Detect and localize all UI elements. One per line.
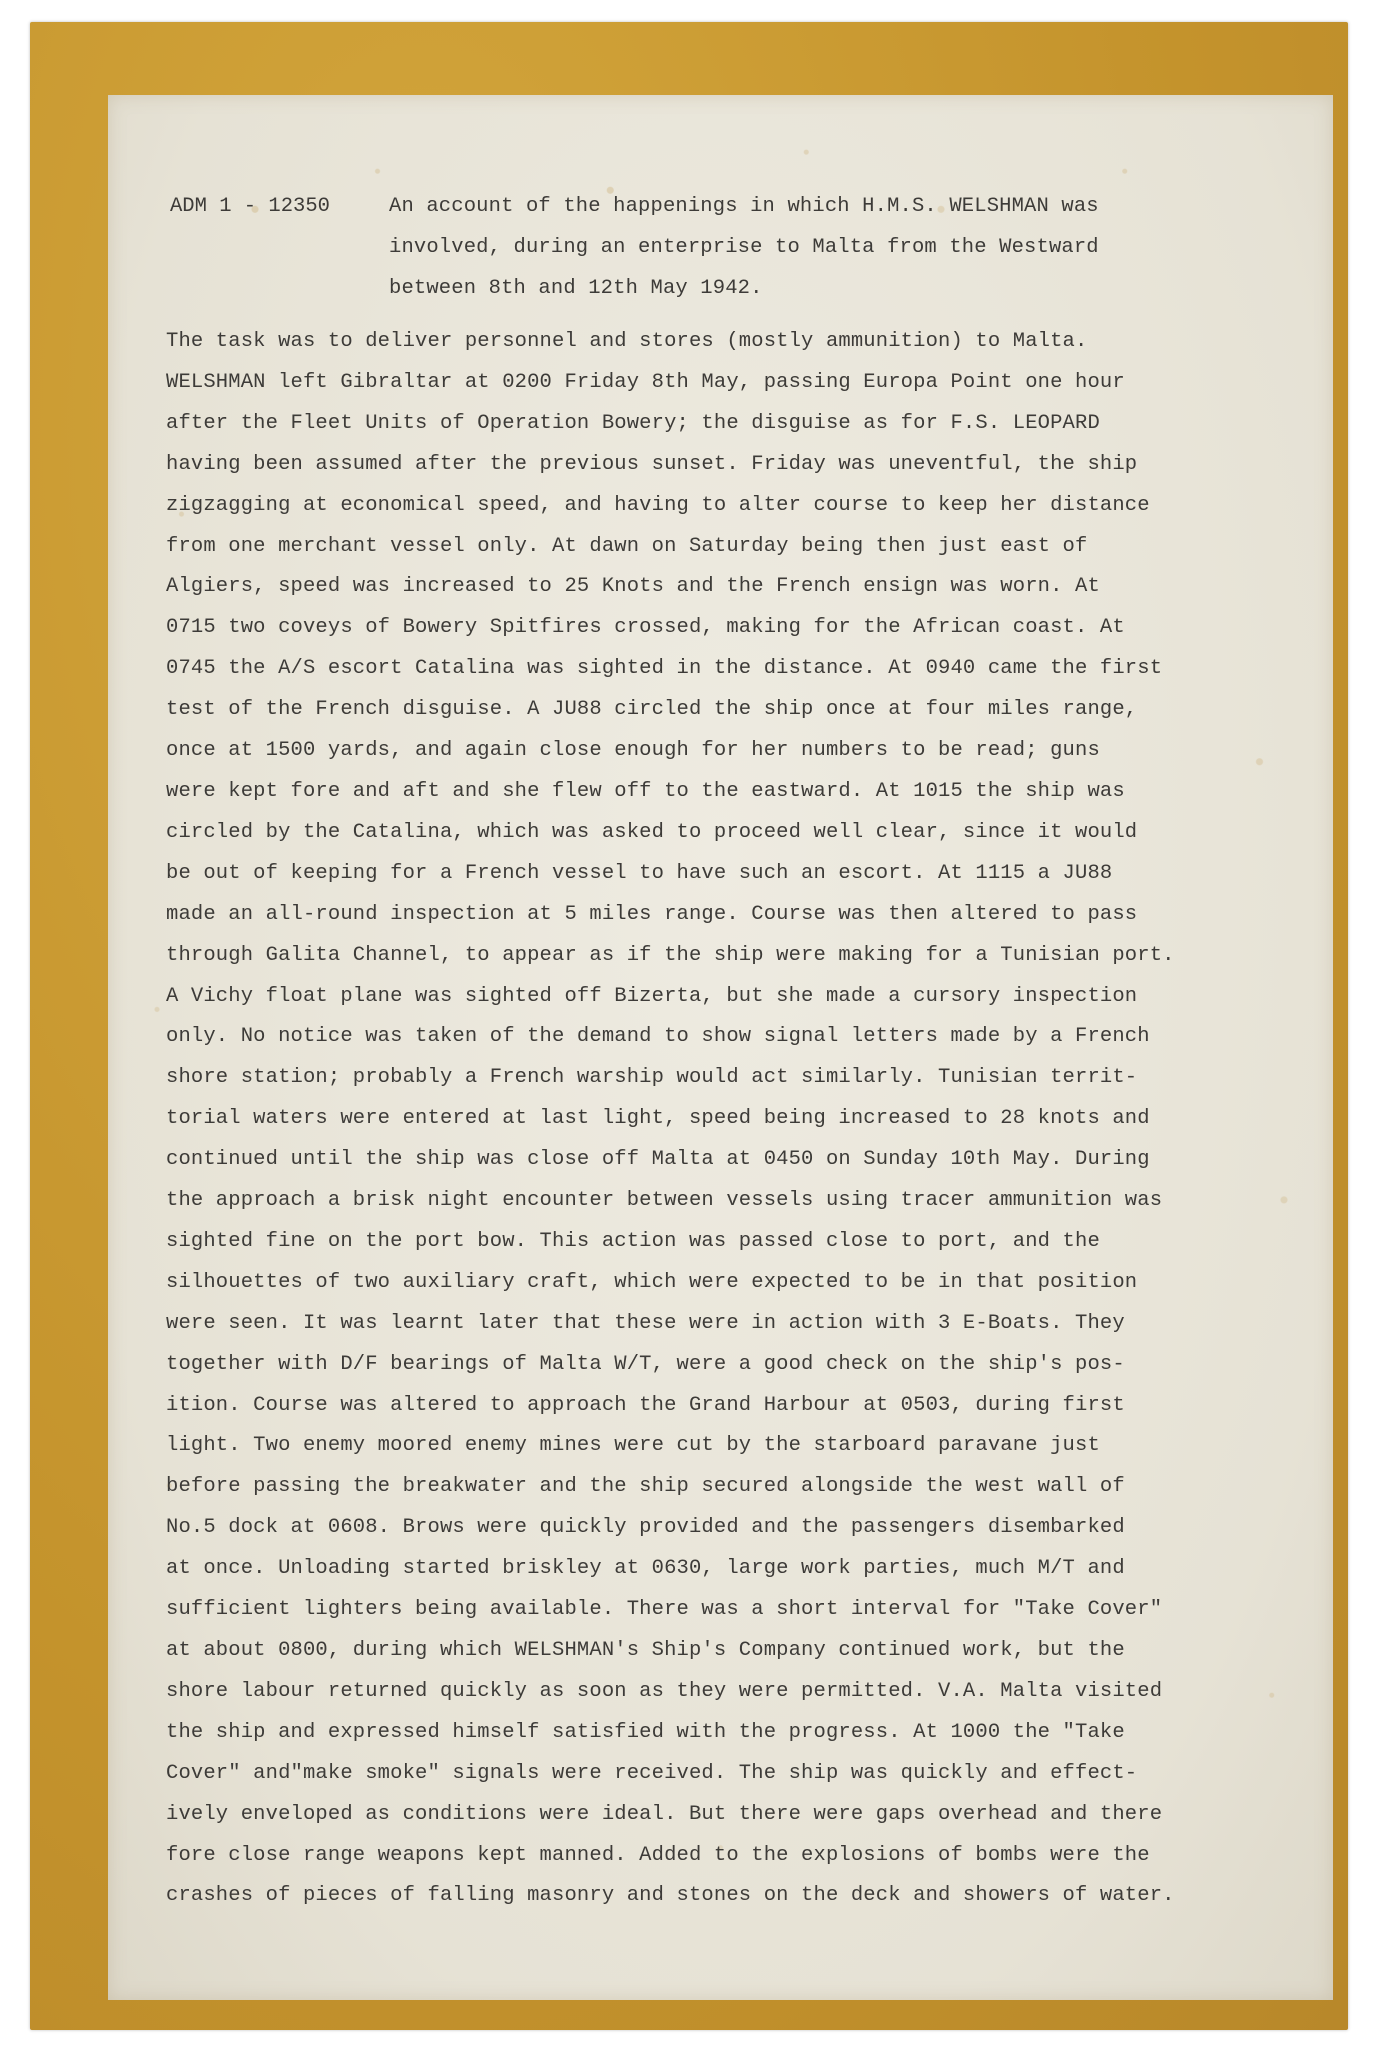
document-body [166, 322, 1316, 1917]
body-line: torial waters were entered at last light, speed being increased to 28 knots and [166, 1107, 1150, 1131]
body-line: having been assumed after the previous sunset. Friday was uneventful, the ship [166, 452, 1138, 476]
body-line: crashes of pieces of falling masonry and stones on the deck and showers of water. [166, 1884, 1175, 1908]
body-line: ively enveloped as conditions were ideal. But there were gaps overhead and there [166, 1802, 1163, 1826]
body-line: ition. Course was altered to approach the Grand Harbour at 0503, during first [166, 1393, 1125, 1417]
body-line: silhouettes of two auxiliary craft, which were expected to be in that position [166, 1270, 1138, 1294]
body-line: A Vichy float plane was sighted off Bizerta, but she made a cursory inspection [166, 984, 1138, 1008]
body-line: shore station; probably a French warship would act similarly. Tunisian territ- [166, 1066, 1138, 1090]
archive-reference: ADM 1 - 12350 [170, 195, 330, 218]
body-line: The task was to deliver personnel and stores (mostly ammunition) to Malta. [166, 330, 1088, 353]
body-line: WELSHMAN left Gibraltar at 0200 Friday 8th May, passing Europa Point one hour [166, 370, 1125, 394]
body-line: once at 1500 yards, and again close enough for her numbers to be read; guns [166, 739, 1100, 763]
document-title [389, 187, 1249, 310]
body-line: light. Two enemy moored enemy mines were cut by the starboard paravane just [166, 1434, 1100, 1458]
body-line: the approach a brisk night encounter between vessels using tracer ammunition was [166, 1189, 1163, 1213]
body-line: test of the French disguise. A JU88 circled the ship once at four miles range, [166, 698, 1138, 722]
body-line: Cover" and"make smoke" signals were received. The ship was quickly and effect- [166, 1761, 1138, 1785]
body-line: be out of keeping for a French vessel to have such an escort. At 1115 a JU88 [166, 861, 1113, 885]
body-line: circled by the Catalina, which was asked to proceed well clear, since it would [166, 820, 1138, 844]
typewritten-page [108, 95, 1333, 2000]
body-line: together with D/F bearings of Malta W/T, were a good check on the ship's pos- [166, 1352, 1125, 1376]
body-line: shore labour returned quickly as soon as they were permitted. V.A. Malta visited [166, 1679, 1163, 1703]
body-line: No.5 dock at 0608. Brows were quickly provided and the passengers disembarked [166, 1516, 1125, 1540]
body-line: sufficient lighters being available. There was a short interval for "Take Cover" [166, 1598, 1163, 1622]
body-line: sighted fine on the port bow. This action was passed close to port, and the [166, 1229, 1100, 1253]
body-line: were seen. It was learnt later that these were in action with 3 E-Boats. They [166, 1311, 1125, 1335]
body-line: at about 0800, during which WELSHMAN's Ship's Company continued work, but the [166, 1639, 1125, 1662]
body-line: made an all-round inspection at 5 miles range. Course was then altered to pass [166, 902, 1138, 926]
body-line: at once. Unloading started briskley at 0630, large work parties, much M/T and [166, 1557, 1125, 1581]
title-line: An account of the happenings in which H.M.S. WELSHMAN was [389, 195, 1099, 218]
title-line: between 8th and 12th May 1942. [389, 276, 763, 300]
body-line: continued until the ship was close off Malta at 0450 on Sunday 10th May. During [166, 1148, 1150, 1172]
body-line: only. No notice was taken of the demand to show signal letters made by a French [166, 1025, 1150, 1049]
title-line: involved, during an enterprise to Malta from the Westward [389, 235, 1099, 259]
body-line: through Galita Channel, to appear as if the ship were making for a Tunisian port. [166, 943, 1175, 967]
body-line: Algiers, speed was increased to 25 Knots and the French ensign was worn. At [166, 575, 1100, 599]
body-line: from one merchant vessel only. At dawn on Saturday being then just east of [166, 534, 1088, 558]
body-line: fore close range weapons kept manned. Added to the explosions of bombs were the [166, 1843, 1150, 1867]
body-line: before passing the breakwater and the ship secured alongside the west wall of [166, 1475, 1125, 1499]
body-line: 0745 the A/S escort Catalina was sighted in the distance. At 0940 came the first [166, 657, 1163, 681]
body-line: the ship and expressed himself satisfied with the progress. At 1000 the "Take [166, 1720, 1125, 1744]
body-line: zigzagging at economical speed, and having to alter course to keep her distance [166, 493, 1150, 517]
mounting-board [30, 22, 1348, 2030]
body-line: after the Fleet Units of Operation Bowery; the disguise as for F.S. LEOPARD [166, 411, 1100, 435]
body-line: were kept fore and aft and she flew off to the eastward. At 1015 the ship was [166, 779, 1125, 803]
body-line: 0715 two coveys of Bowery Spitfires crossed, making for the African coast. At [166, 616, 1125, 640]
